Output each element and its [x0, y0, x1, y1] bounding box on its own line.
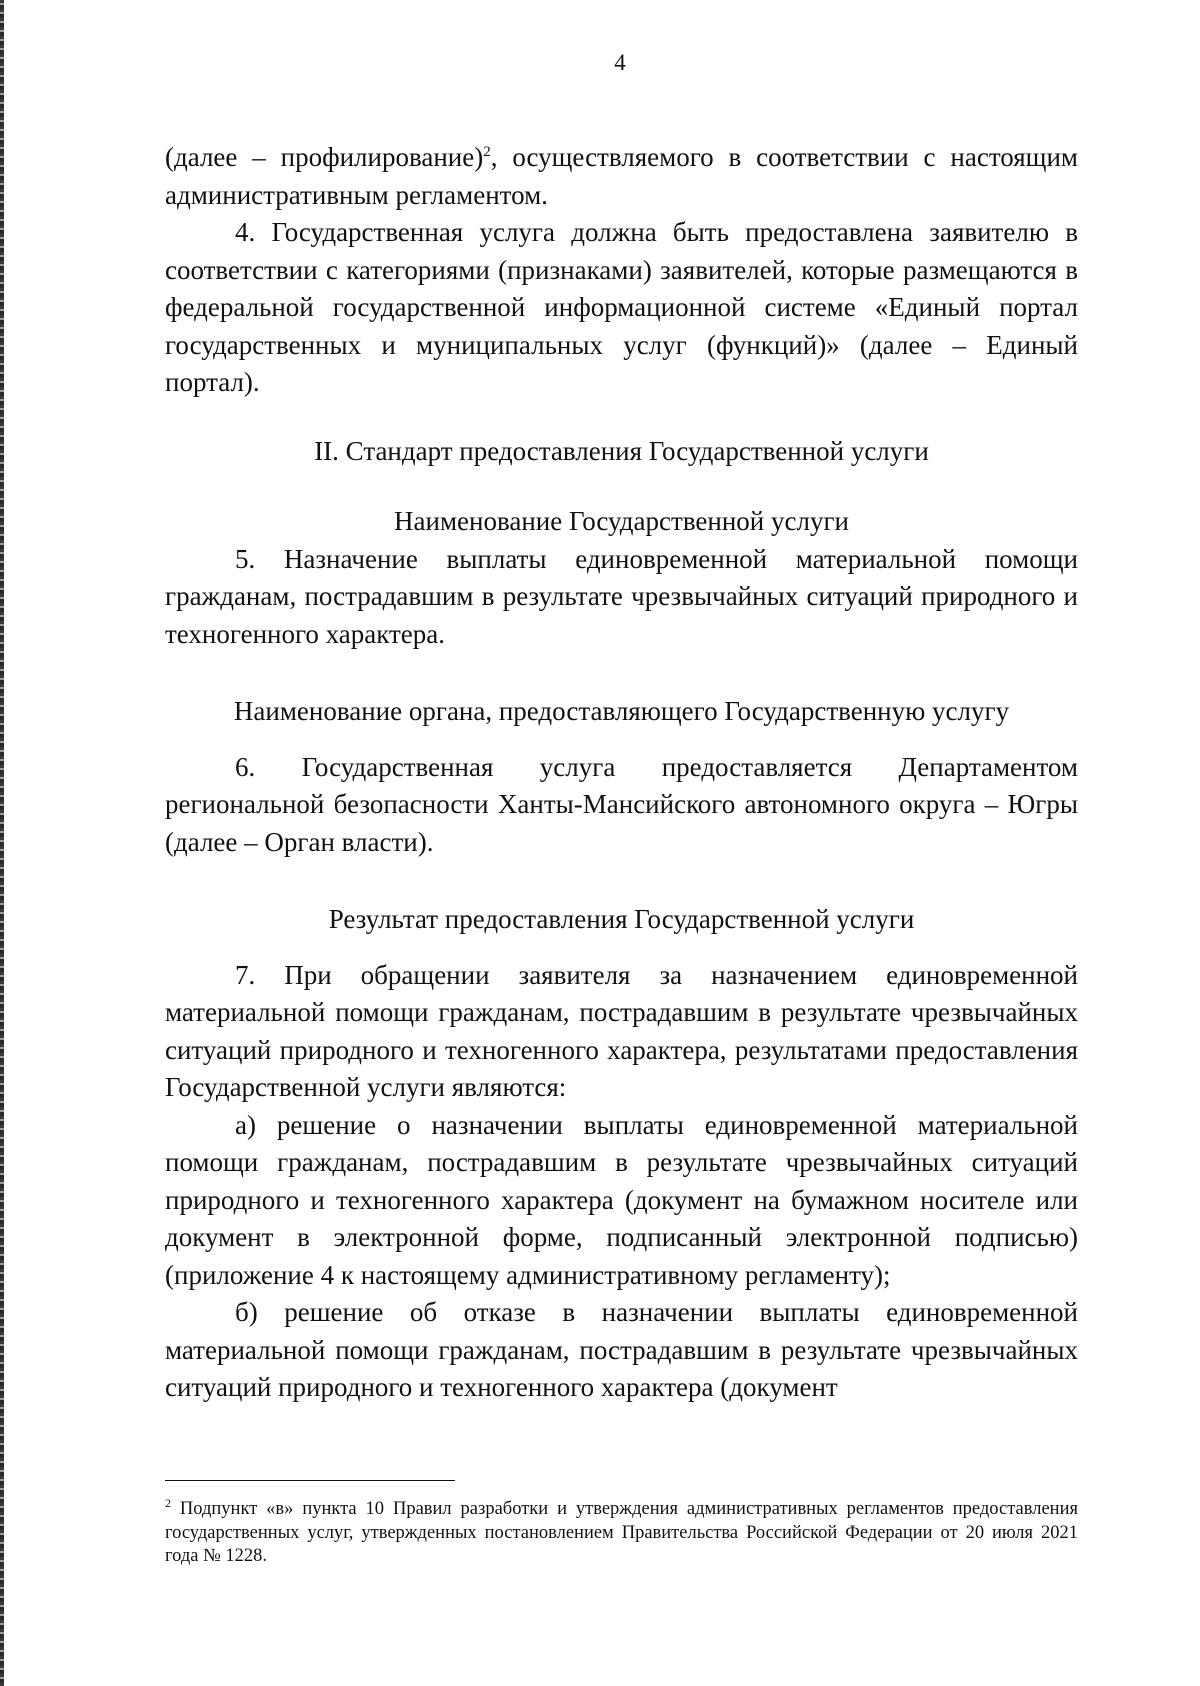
heading-result: Результат предоставления Государственной услуги — [328, 904, 915, 934]
paragraph-5: 5. Назначение выплаты единовременной материальной помощи гражданам, пострадавшим в результате чрезвычайных ситуаций природного и техногенного характера. — [165, 543, 1078, 649]
footnote-divider — [165, 1480, 455, 1481]
footnote — [165, 1495, 1078, 1569]
scan-edge — [0, 0, 4, 1686]
intro-text-after: , осуществляемого в соответствии с настоящим административным регламентом. — [165, 142, 1078, 210]
main-text — [165, 139, 1078, 1407]
section-heading: II. Стандарт предоставления Государственной услуги — [314, 435, 929, 466]
paragraph-6: 6. Государственная услуга предоставляется Департаментом региональной безопасности Ханты-Мансийского автономного округа – Югры (далее – Орган власти). — [165, 751, 1078, 857]
intro-paragraph — [165, 139, 1078, 214]
heading-authority: Наименование органа, предоставляющего Государственную услугу — [233, 696, 1010, 726]
footnote-reference: 2 — [483, 144, 491, 160]
footnote-marker: 2 — [165, 1495, 171, 1510]
heading-service-name: Наименование Государственной услуги — [394, 506, 849, 536]
intro-text-before: (далее – профилирование) — [165, 142, 484, 172]
item-b: б) решение об отказе в назначении выплаты единовременной материальной помощи гражданам, пострадавшим в результате чрезвычайных ситуаций природного и техногенного характера (документ — [165, 1297, 1078, 1402]
item-a: а) решение о назначении выплаты единовременной материальной помощи гражданам, пострадавшим в результате чрезвычайных ситуаций природного и техногенного характера (документ на бумажном носителе или документ в электронной форме, подписанный электронной подписью) (приложение 4 к настоящему административному регламенту); — [165, 1109, 1078, 1290]
footnote-text: Подпункт «в» пункта 10 Правил разработки и утверждения административных регламентов предоставления государственных услуг, утвержденных постановлением Правительства Российской Федерации от 20 июля 2021 года № 1228. — [165, 1499, 1078, 1566]
paragraph-7: 7. При обращении заявителя за назначением единовременной материальной помощи гражданам, пострадавшим в результате чрезвычайных ситуаций природного и техногенного характера, результатами предоставления Государственной услуги являются: — [165, 959, 1078, 1102]
page-number: 4 — [614, 50, 626, 75]
paragraph-4: 4. Государственная услуга должна быть предоставлена заявителю в соответствии с категориями (признаками) заявителей, которые размещаются в федеральной государственной информационной системе «Единый портал государственных и муниципальных услуг (функций)» (далее – Единый портал). — [165, 217, 1078, 397]
